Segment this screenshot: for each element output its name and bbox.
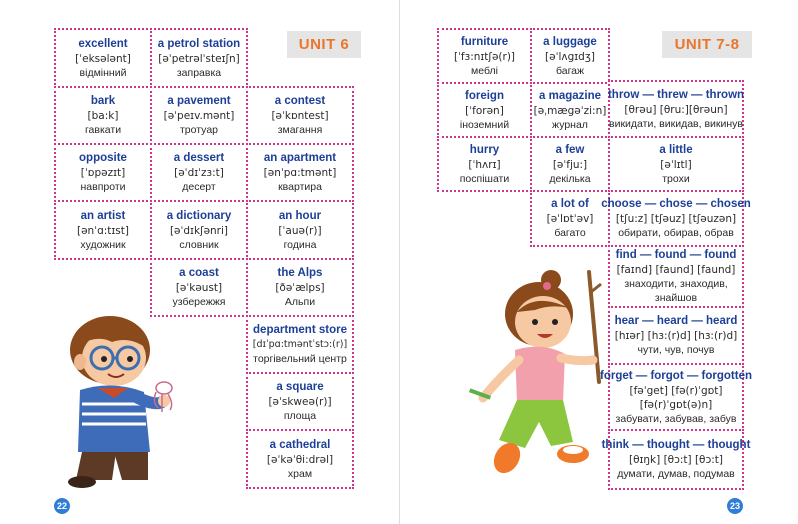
card-word: a square xyxy=(276,381,324,393)
card-translation: відмінний xyxy=(79,66,127,79)
boy-with-glasses-drawing-icon xyxy=(52,312,192,492)
page-number-left: 22 xyxy=(54,498,70,514)
card-transcription: [ˈeksələnt] xyxy=(75,52,131,65)
card-translation: чути, чув, почув xyxy=(637,344,715,356)
word-card-dictionary xyxy=(150,200,248,260)
right-page xyxy=(399,0,798,524)
card-translation: обирати, обирав, обрав xyxy=(618,227,734,239)
card-translation: журнал xyxy=(552,118,588,131)
card-transcription: [ˈɒpəzɪt] xyxy=(80,167,126,179)
card-word: a lot of xyxy=(551,198,589,210)
card-translation: меблі xyxy=(471,64,498,77)
card-word: a coast xyxy=(179,267,219,279)
word-card-a-few xyxy=(530,136,610,192)
card-word: an hour xyxy=(278,209,322,222)
card-transcription: [θrəu] [θru:][θrəun] xyxy=(624,103,728,116)
card-transcription: [əˈdɪˈzɜ:t] xyxy=(174,167,224,179)
verb-card-forget xyxy=(599,363,753,431)
word-card-foreign xyxy=(437,82,532,138)
card-transcription: [hɪər] [hɜ:(r)d] [hɜ:(r)d] xyxy=(614,330,738,342)
card-word: a magazine xyxy=(539,89,601,102)
card-word: hurry xyxy=(469,143,500,156)
word-card-artist xyxy=(54,200,152,260)
card-transcription: [əˈkəˈθi:drəl] xyxy=(266,453,334,466)
word-card-a-lot-of xyxy=(530,190,610,247)
card-transcription: [ənˈpɑ:tmənt] xyxy=(263,167,337,179)
verb-card-throw xyxy=(608,80,744,138)
word-card-bark xyxy=(54,86,152,145)
page-number-right: 23 xyxy=(727,498,743,514)
card-transcription: [ənˈɑ:tɪst] xyxy=(76,224,129,237)
card-transcription: [dɪˈpɑ:tməntˈstɔ:(r)] xyxy=(252,339,348,350)
word-card-pavement xyxy=(150,86,248,145)
card-translation: художник xyxy=(80,238,126,251)
unit-7-8-badge: UNIT 7-8 xyxy=(662,31,752,58)
card-translation: змагання xyxy=(277,124,323,136)
card-translation: тротуар xyxy=(180,124,218,136)
card-transcription: [əˈdɪkʃənri] xyxy=(169,224,229,237)
card-word: an artist xyxy=(80,209,126,222)
card-transcription: [faɪnd] [faund] [faund] xyxy=(616,264,736,276)
card-transcription: [ˈauə(r)] xyxy=(278,224,322,237)
card-transcription: [əˈlɪtl] xyxy=(660,158,692,171)
word-card-coast xyxy=(150,258,248,317)
card-transcription: [fəˈget] [fə(r)ˈgɒt] xyxy=(629,384,723,397)
card-transcription: [əˈpetrəlˈsteɪʃn] xyxy=(158,52,240,65)
card-translation: поспішати xyxy=(459,172,510,185)
card-translation: забувати, забував, забув xyxy=(615,412,737,425)
card-translation: викидати, викидав, викинув xyxy=(609,117,743,130)
card-word: an apartment xyxy=(263,152,337,164)
card-translation: торгівельний центр xyxy=(253,353,347,365)
card-word: find — found — found xyxy=(615,249,737,261)
card-transcription: [ba:k] xyxy=(87,110,119,122)
card-word: a cathedral xyxy=(269,438,331,451)
card-transcription: [əˈlɒtˈəv] xyxy=(546,213,594,225)
card-word: a luggage xyxy=(543,35,597,48)
card-transcription-2: [fə(r)ˈgɒt(ə)n] xyxy=(639,398,713,411)
card-word: a few xyxy=(555,143,585,156)
card-transcription: [əˈpeɪv.mənt] xyxy=(163,110,235,122)
word-card-furniture xyxy=(437,28,532,84)
word-card-a-little xyxy=(608,136,744,192)
card-word: a petrol station xyxy=(157,37,241,50)
running-girl-with-stick-icon xyxy=(439,262,609,492)
card-word: a little xyxy=(659,143,693,156)
verb-card-think xyxy=(601,429,751,490)
card-word: furniture xyxy=(460,35,509,48)
card-word: a contest xyxy=(274,95,326,107)
card-translation: думати, думав, подумав xyxy=(617,468,735,480)
card-transcription: [əˈkɒntest] xyxy=(271,110,329,122)
card-translation: навпроти xyxy=(80,181,126,193)
card-translation: багато xyxy=(554,227,586,239)
card-word: a pavement xyxy=(167,95,231,107)
card-transcription: [əˌmægəˈzi:n] xyxy=(533,104,607,117)
card-transcription: [əˈfju:] xyxy=(552,158,588,171)
card-translation: знаходити, знаходив, знайшов xyxy=(624,278,728,304)
verb-card-find xyxy=(608,245,744,308)
card-word: the Alps xyxy=(277,267,323,279)
card-word: foreign xyxy=(465,89,504,102)
word-card-luggage xyxy=(530,28,610,84)
card-translation: гавкати xyxy=(84,124,122,136)
verb-card-choose xyxy=(601,190,751,247)
word-card-contest xyxy=(246,86,354,145)
card-transcription: [ðəˈælps] xyxy=(275,282,325,294)
card-translation: іноземний xyxy=(459,118,510,131)
word-card-hour xyxy=(246,200,354,260)
card-translation: храм xyxy=(287,467,313,480)
word-card-alps xyxy=(246,258,354,317)
word-card-square xyxy=(246,372,354,431)
card-translation: площа xyxy=(283,410,317,422)
card-word: hear — heard — heard xyxy=(614,315,738,327)
card-word: bark xyxy=(90,95,116,107)
word-card-cathedral xyxy=(246,429,354,489)
card-word: opposite xyxy=(79,152,127,164)
card-transcription: [ˈforən] xyxy=(465,104,504,117)
card-translation: словник xyxy=(179,238,219,251)
word-card-dessert xyxy=(150,143,248,202)
card-word: choose — chose — chosen xyxy=(601,198,751,210)
card-transcription: [ˈhʌrɪ] xyxy=(468,158,501,171)
card-word: throw — threw — thrown xyxy=(607,88,745,101)
word-card-petrol-station xyxy=(150,28,248,88)
card-translation: година xyxy=(283,238,317,251)
word-card-excellent xyxy=(54,28,152,88)
card-translation: заправка xyxy=(176,66,222,79)
word-card-opposite xyxy=(54,143,152,202)
card-translation: Альпи xyxy=(284,296,316,308)
verb-card-hear xyxy=(608,306,744,365)
word-card-department-store xyxy=(246,315,354,374)
card-translation: декілька xyxy=(549,172,591,185)
card-transcription: [θɪŋk] [θɔ:t] [θɔ:t] xyxy=(628,454,723,466)
word-card-hurry xyxy=(437,136,532,192)
card-word: excellent xyxy=(78,37,128,50)
card-word: forget — forgot — forgotten xyxy=(599,369,753,382)
card-transcription: [əˈskweə(r)] xyxy=(268,396,332,408)
card-translation: десерт xyxy=(182,181,216,193)
card-word: department store xyxy=(253,324,347,336)
word-card-apartment xyxy=(246,143,354,202)
card-translation: багаж xyxy=(555,64,585,77)
card-translation: трохи xyxy=(662,172,690,185)
card-word: think — thought — thought xyxy=(601,439,751,451)
card-translation: квартира xyxy=(278,181,322,193)
card-translation: узбережжя xyxy=(172,296,226,308)
card-transcription: [ˈfɜ:nɪtʃə(r)] xyxy=(453,50,516,63)
card-transcription: [əˈkəust] xyxy=(175,282,223,294)
card-word: a dessert xyxy=(173,152,225,164)
card-transcription: [tʃu:z] [tʃəuz] [tʃəuzən] xyxy=(615,213,737,225)
unit-6-badge: UNIT 6 xyxy=(287,31,361,58)
word-card-magazine xyxy=(530,82,610,138)
card-word: a dictionary xyxy=(166,209,232,222)
card-transcription: [əˈlʌgɪdʒ] xyxy=(545,50,595,63)
